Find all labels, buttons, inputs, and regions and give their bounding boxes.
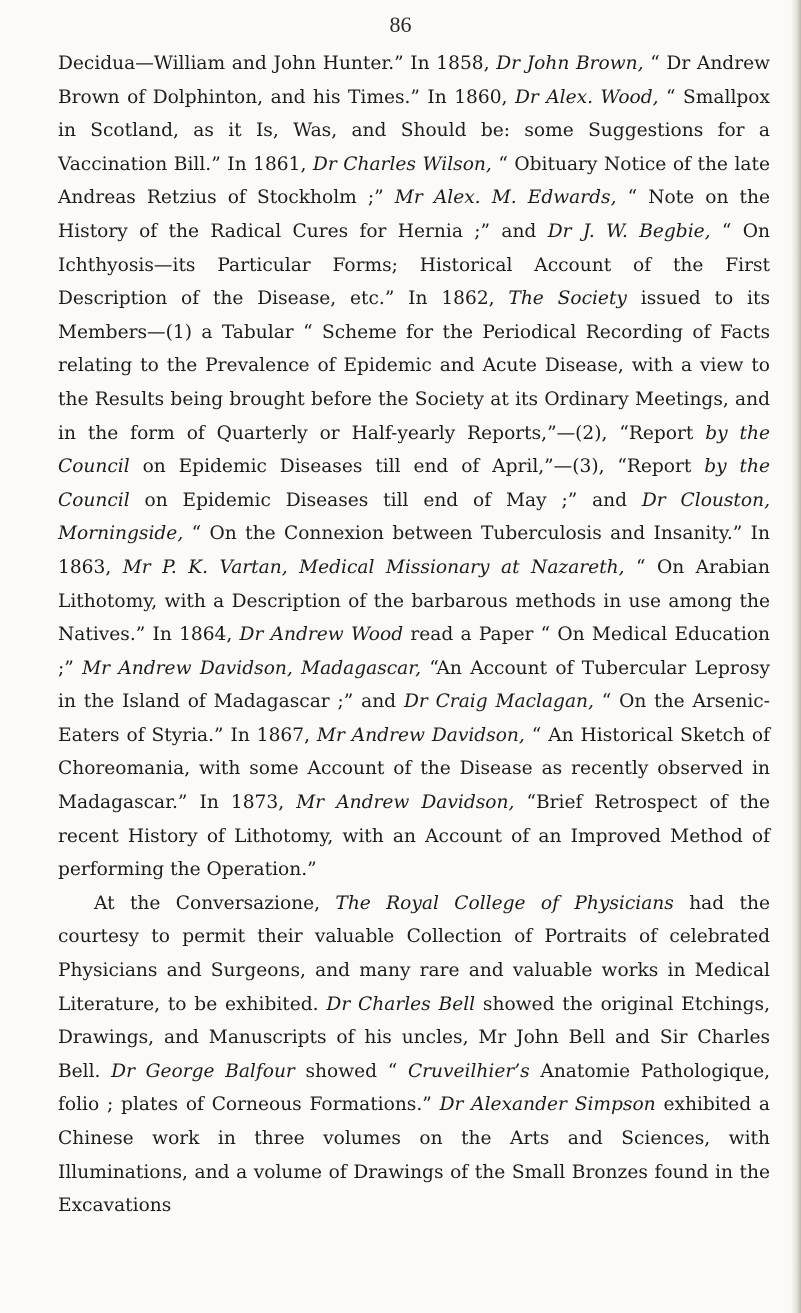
body-text — [58, 47, 770, 1223]
italic-text-run: Mr P. K. Vartan, Medical Missionary at Nazareth, — [122, 556, 625, 578]
text-run: “ On Ichthyosis—its Particular Forms; Historical Account of the First Description of the Disease, etc.” In 1862, — [58, 220, 770, 310]
paragraph — [58, 887, 770, 1223]
text-run: “Brief Retrospect of the recent History of Lithotomy, with an Account of an Improved Method of performing the Operation.” — [58, 792, 770, 881]
italic-text-run: Dr Charles Bell — [326, 993, 476, 1015]
italic-text-run: Mr Alex. M. Edwards, — [394, 187, 617, 209]
text-run: exhibited a Chinese work in three volumes on the Arts and Sciences, with Illuminations, and a volume of Drawings of the Small Bronzes found in the Excavations — [58, 1094, 770, 1217]
page-edge-shadow — [791, 0, 801, 1313]
italic-text-run: The Society — [508, 288, 627, 310]
italic-text-run: Dr Clouston, Morningside, — [58, 489, 770, 545]
text-run: showed the original Etchings, Drawings, and Manuscripts of his uncles, Mr John Bell and Sir Charles Bell. — [58, 993, 770, 1082]
italic-text-run: Cruveilhier’s — [407, 1060, 530, 1082]
italic-text-run: by the Council — [58, 456, 770, 511]
italic-text-run: Dr J. W. Begbie, — [547, 220, 711, 242]
text-run: “ Dr Andrew Brown of Dolphinton, and his Times.” In 1860, — [58, 53, 771, 108]
page-number: 86 — [389, 12, 412, 37]
italic-text-run: Mr Andrew Davidson, — [296, 792, 515, 814]
text-run: read a Paper “ On Medical Education ;” — [58, 624, 770, 679]
text-run: had the courtesy to permit their valuable Collection of Portraits of celebrated Physicians and Surgeons, and many rare and valuable works in Medical Literature, to be exhibited. — [58, 892, 770, 1015]
text-run: Anatomie Pathologique, folio ; plates of Corneous Formations.” — [58, 1060, 770, 1116]
italic-text-run: Dr Craig Maclagan, — [403, 691, 594, 713]
text-run: “ Note on the History of the Radical Cures for Hernia ;” and — [58, 187, 770, 242]
text-run: on Epidemic Diseases till end of May ;” and — [129, 489, 642, 511]
text-run: showed “ — [294, 1060, 408, 1082]
text-run: “ On the Arsenic-Eaters of Styria.” In 1867, — [58, 691, 770, 746]
text-run: issued to its Members—(1) a Tabular “ Scheme for the Periodical Recording of Facts relating to the Prevalence of Epidemic and Acute Disease, with a view to the Results being brought before the Society at its Ordinary Meetings, and in the form of Quarterly or Half-yearly Reports,”—(2), “Report — [58, 288, 770, 444]
text-run: “An Account of Tubercular Leprosy in the Island of Madagascar ;” and — [58, 657, 770, 713]
italic-text-run: Dr Andrew Wood — [239, 624, 404, 646]
text-run: “ On the Connexion between Tuberculosis and Insanity.” In 1863, — [58, 523, 770, 578]
italic-text-run: Mr Andrew Davidson, — [316, 724, 525, 746]
italic-text-run: Dr Alex. Wood, — [514, 86, 659, 108]
text-run: “ Obituary Notice of the late Andreas Retzius of Stockholm ;” — [58, 153, 770, 209]
text-run: “ An Historical Sketch of Choreomania, with some Account of the Disease as recently observed in Madagascar.” In 1873, — [58, 724, 770, 814]
italic-text-run: Dr John Brown, — [496, 53, 644, 74]
text-run: Decidua—William and John Hunter.” In 1858, — [58, 53, 497, 74]
italic-text-run: The Royal College of Physicians — [335, 892, 674, 914]
italic-text-run: Dr Charles Wilson, — [312, 153, 492, 175]
text-run: At the Conversazione, — [94, 892, 336, 914]
text-run: on Epidemic Diseases till end of April,”—(3), “Report — [129, 456, 705, 478]
paragraph — [58, 47, 770, 887]
italic-text-run: Dr George Balfour — [111, 1060, 295, 1082]
italic-text-run: by the Council — [58, 422, 770, 478]
text-run: “ On Arabian Lithotomy, with a Description of the barbarous methods in use among the Natives.” In 1864, — [58, 556, 770, 646]
italic-text-run: Mr Andrew Davidson, Madagascar, — [82, 657, 422, 679]
italic-text-run: Dr Alexander Simpson — [439, 1094, 656, 1116]
text-run: “ Smallpox in Scotland, as it Is, Was, and Should be: some Suggestions for a Vaccination Bill.” In 1861, — [58, 86, 770, 175]
